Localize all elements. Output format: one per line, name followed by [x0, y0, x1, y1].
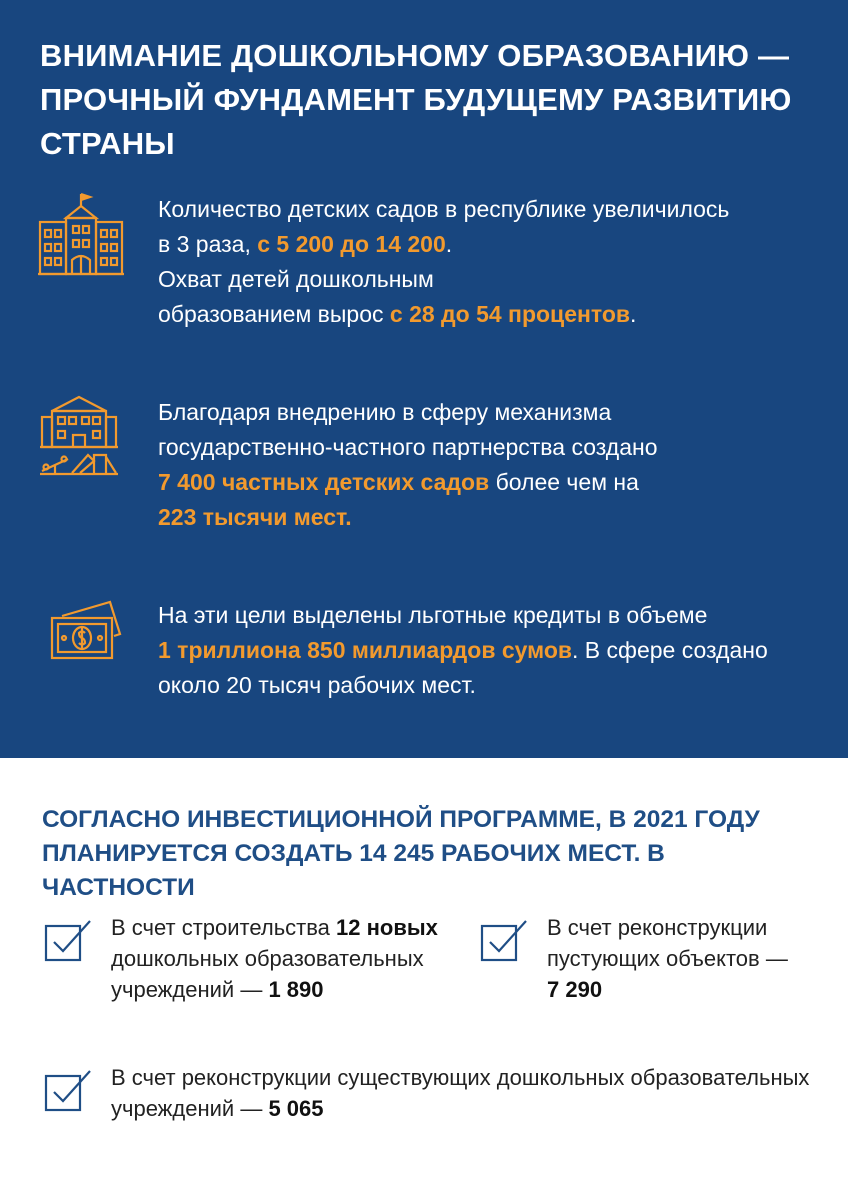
- highlight-value: с 28 до 54 процентов: [389, 301, 631, 327]
- fact-line: [158, 500, 828, 535]
- item-line: [547, 974, 817, 1005]
- fact-text: [158, 598, 828, 703]
- fact-line: [158, 465, 828, 500]
- fact-text-segment: .: [630, 301, 637, 327]
- highlight-value: 223 тысячи мест.: [158, 504, 352, 530]
- fact-line: [158, 633, 828, 668]
- item-bold-value: 7 290: [547, 977, 603, 1002]
- item-line: [111, 912, 451, 943]
- fact-line: около 20 тысяч рабочих мест.: [158, 672, 476, 698]
- fact-line: Количество детских садов в республике увеличилось: [158, 196, 730, 222]
- money-bills-icon: [48, 598, 128, 669]
- item-text-segment: В счет строительства: [111, 915, 337, 940]
- item-line: [111, 974, 451, 1005]
- highlight-value: 7 400 частных детских садов: [158, 469, 490, 495]
- fact-line: [158, 227, 828, 262]
- item-bold-value: 12 новых: [336, 915, 438, 940]
- program-item-existing-reconstruction: [44, 1062, 824, 1132]
- fact-line: Благодаря внедрению в сферу механизма: [158, 399, 612, 425]
- item-text-segment: учреждений —: [111, 977, 269, 1002]
- item-line: В счет реконструкции существующих дошкольных образовательных: [111, 1065, 810, 1090]
- program-title: СОГЛАСНО ИНВЕСТИЦИОННОЙ ПРОГРАММЕ, В 2021 ГОДУ ПЛАНИРУЕТСЯ СОЗДАТЬ 14 245 РАБОЧИХ МЕСТ. В ЧАСТНОСТИ: [42, 806, 760, 901]
- fact-line: Охват детей дошкольным: [158, 266, 434, 292]
- program-item-text: [111, 912, 451, 1005]
- highlight-value: с 5 200 до 14 200: [257, 231, 446, 257]
- item-bold-value: 5 065: [268, 1096, 324, 1121]
- fact-text-segment: более чем на: [489, 469, 639, 495]
- program-item-empty-objects: [480, 912, 820, 1012]
- fact-line: [158, 297, 828, 332]
- checkbox-check-icon: [44, 1068, 94, 1117]
- fact-line: На эти цели выделены льготные кредиты в объеме: [158, 602, 708, 628]
- item-line: пустующих объектов —: [547, 946, 788, 971]
- page-title: ВНИМАНИЕ ДОШКОЛЬНОМУ ОБРАЗОВАНИЮ — ПРОЧНЫЙ ФУНДАМЕНТ БУДУЩЕМУ РАЗВИТИЮ СТРАНЫ: [40, 38, 792, 161]
- fact-text-segment: .: [445, 231, 453, 257]
- checkbox-check-icon: [44, 918, 94, 967]
- item-line: дошкольных образовательных: [111, 946, 424, 971]
- fact-text-segment: . В сфере создано: [572, 637, 768, 663]
- program-item-text: [111, 1062, 821, 1124]
- item-text-segment: учреждений —: [111, 1096, 269, 1121]
- item-bold-value: 1 890: [268, 977, 324, 1002]
- highlight-value: 1 триллиона 850 миллиардов сумов: [158, 637, 573, 663]
- school-building-icon: [36, 192, 126, 283]
- fact-text-segment: в 3 раза,: [158, 231, 258, 257]
- item-line: [111, 1093, 821, 1124]
- fact-text: [158, 192, 828, 332]
- fact-text-segment: образованием вырос: [158, 301, 390, 327]
- fact-line: государственно-частного партнерства создано: [158, 434, 658, 460]
- kindergarten-playground-icon: [38, 395, 120, 482]
- fact-text: [158, 395, 828, 535]
- item-line: В счет реконструкции: [547, 915, 768, 940]
- program-item-construction: [44, 912, 444, 1012]
- checkbox-check-icon: [480, 918, 530, 967]
- program-item-text: [547, 912, 817, 1005]
